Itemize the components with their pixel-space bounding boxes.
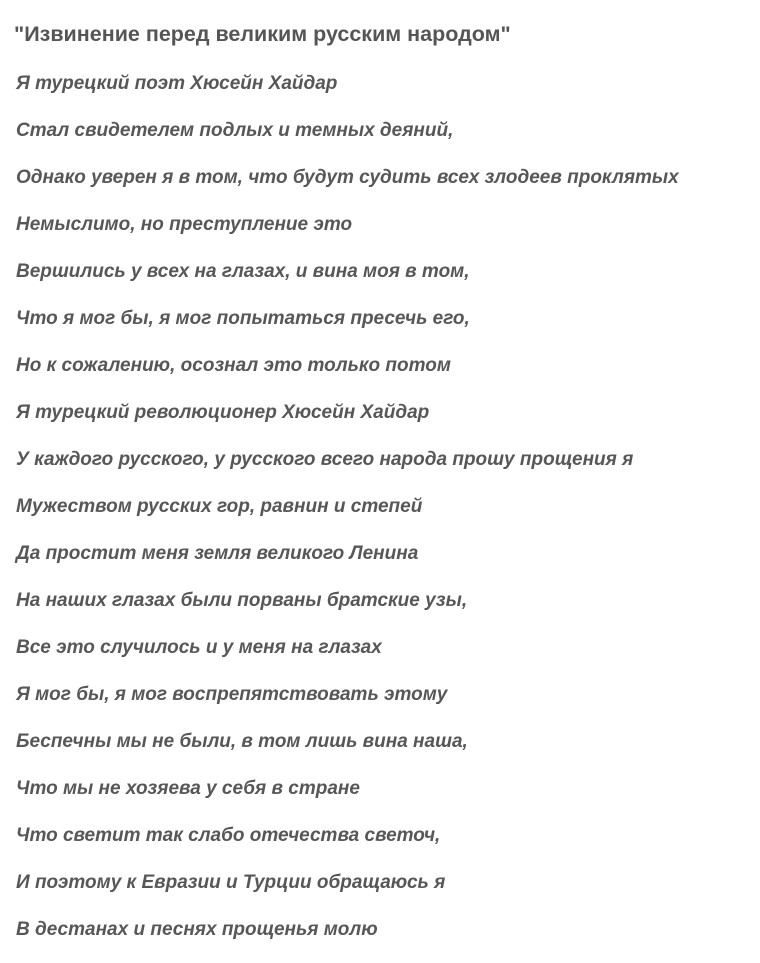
poem-line: И поэтому к Евразии и Турции обращаюсь я [16,872,446,893]
poem-line: Вершились у всех на глазах, и вина моя в том, [16,261,470,282]
poem-line: На наших глазах были порваны братские узы, [16,590,468,611]
poem-line: Да простит меня земля великого Ленина [16,543,419,564]
poem-line: Немыслимо, но преступление это [16,214,353,235]
poem-line: Стал свидетелем подлых и темных деяний, [16,120,454,141]
poem-line: В дестанах и песнях прощенья молю [16,919,378,940]
poem-line: Что светит так слабо отечества светоч, [16,825,441,846]
poem-line: Я турецкий революционер Хюсейн Хайдар [16,402,430,423]
poem-verse [16,70,679,963]
poem-line: Мужеством русских гор, равнин и степей [16,496,423,517]
poem-title: "Извинение перед великим русским народом" [14,22,511,46]
poem-line: Я турецкий поэт Хюсейн Хайдар [16,73,338,94]
poem-line: Что мы не хозяева у себя в стране [16,778,360,799]
poem-line: У каждого русского, у русского всего народа прошу прощения я [16,449,634,470]
poem-line: Но к сожалению, осознал это только потом [16,355,451,376]
poem-line: Я мог бы, я мог воспрепятствовать этому [16,684,448,705]
poem-line: Однако уверен я в том, что будут судить всех злодеев проклятых [16,167,679,188]
poem-line: Все это случилось и у меня на глазах [16,637,382,658]
poem-line: Беспечны мы не были, в том лишь вина наша, [16,731,468,752]
poem-line: Что я мог бы, я мог попытаться пресечь его, [16,308,470,329]
